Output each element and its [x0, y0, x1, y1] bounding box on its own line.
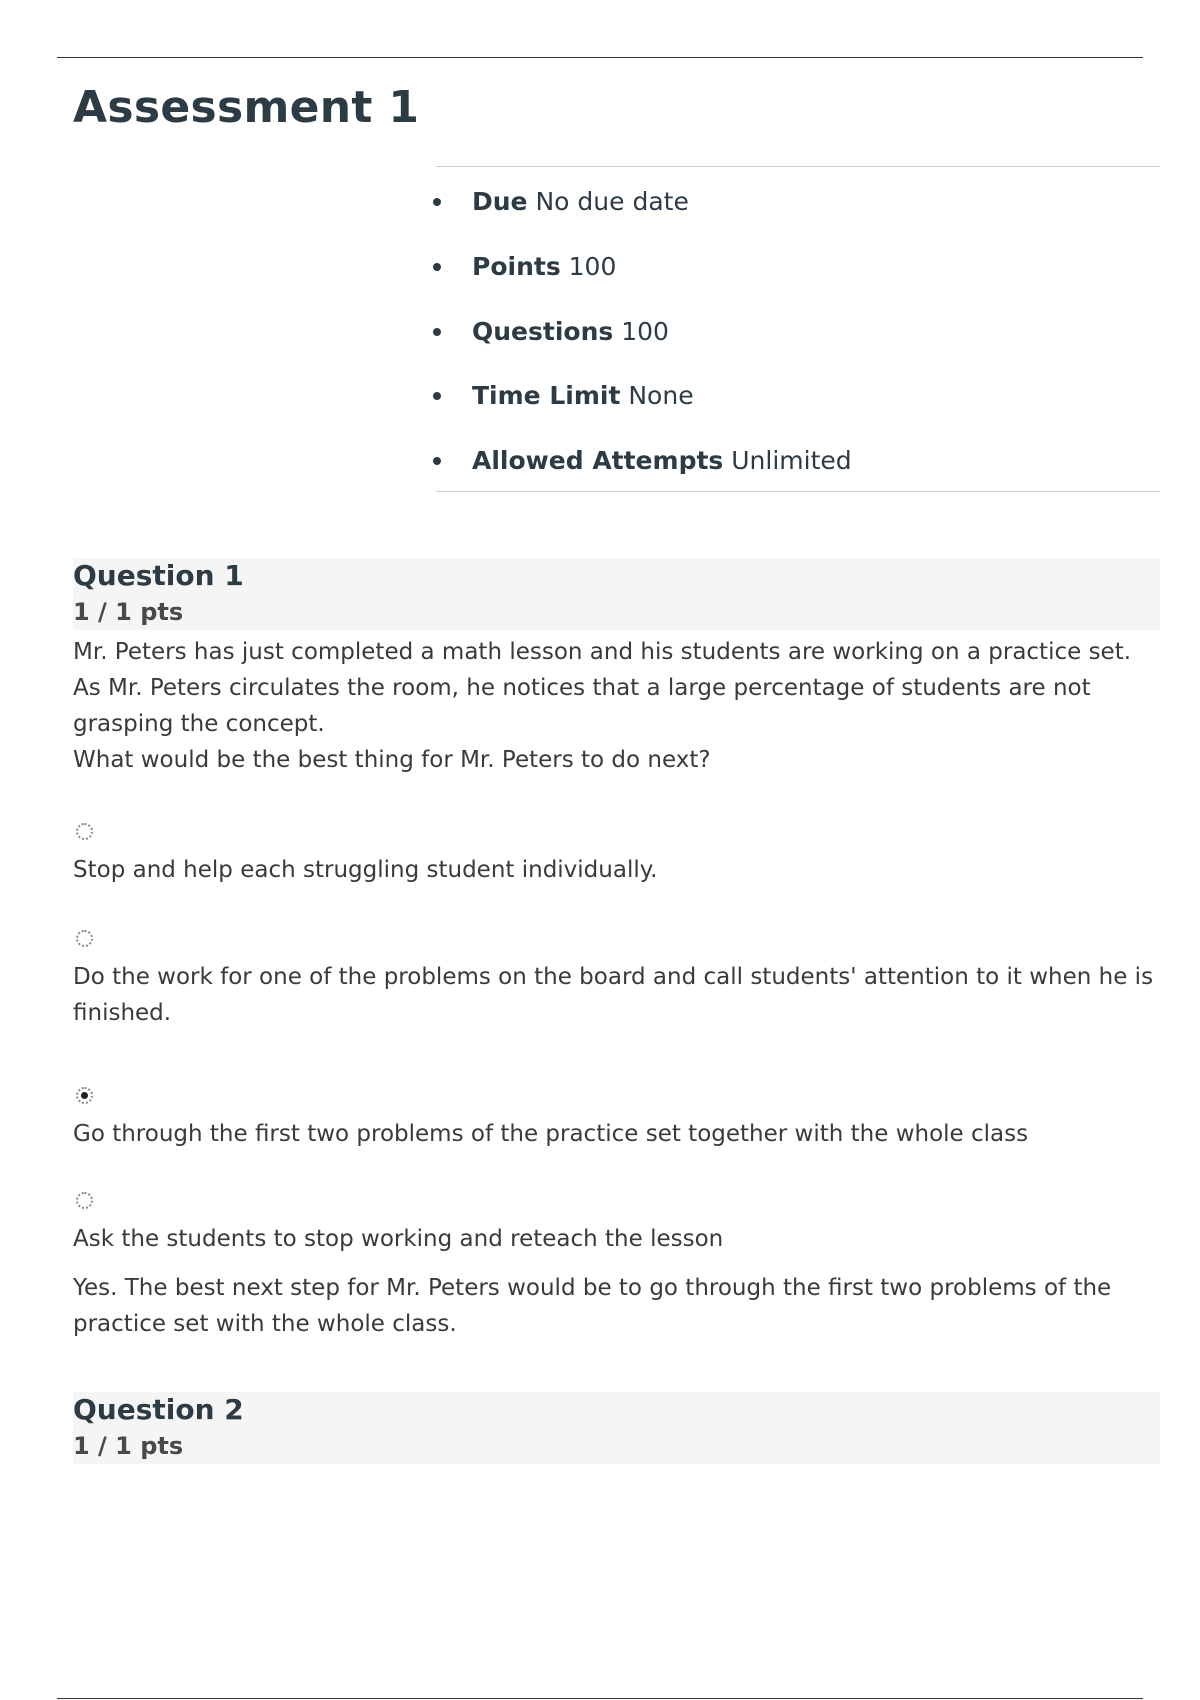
page-title: Assessment 1: [73, 82, 420, 133]
answer-2-radio[interactable]: [76, 930, 93, 947]
answer-3-radio[interactable]: [76, 1087, 93, 1104]
answer-1-label[interactable]: Stop and help each struggling student individually.: [73, 857, 658, 883]
answer-4-label[interactable]: Ask the students to stop working and reteach the lesson: [73, 1226, 724, 1252]
question-1-text: [73, 634, 1160, 778]
detail-key: Time Limit: [472, 381, 621, 410]
top-divider: [57, 57, 1143, 58]
question-1-header: [73, 558, 1160, 630]
detail-key: Allowed Attempts: [472, 446, 724, 475]
question-2-header: [73, 1392, 1160, 1464]
question-points: 1 / 1 pts: [73, 598, 184, 626]
answer-2-label[interactable]: Do the work for one of the problems on the board and call students' attention to it when he is finished.: [73, 964, 1154, 1026]
detail-value: None: [628, 381, 694, 410]
detail-allowed-attempts: [436, 446, 852, 475]
question-title: Question 2: [73, 1393, 244, 1426]
detail-key: Points: [472, 252, 561, 281]
bullet-icon: [433, 198, 441, 206]
detail-value: 100: [568, 252, 617, 281]
answer-comment: Yes. The best next step for Mr. Peters would be to go through the first two problems of the practice set with the whole class.: [73, 1275, 1112, 1337]
answer-1-radio[interactable]: [76, 823, 93, 840]
detail-value: No due date: [535, 187, 689, 216]
detail-key: Due: [472, 187, 528, 216]
detail-due: [436, 187, 689, 216]
question-title: Question 1: [73, 559, 244, 592]
quiz-details: [436, 166, 1160, 492]
detail-points: [436, 252, 616, 281]
bullet-icon: [433, 328, 441, 336]
bottom-divider: [57, 1698, 1143, 1699]
question-text-line: What would be the best thing for Mr. Peters to do next?: [73, 747, 711, 773]
question-text-line: Mr. Peters has just completed a math lesson and his students are working on a practice set. As Mr. Peters circulates the room, he notices that a large percentage of students are not grasping the concept.: [73, 639, 1132, 737]
bullet-icon: [433, 457, 441, 465]
detail-key: Questions: [472, 317, 614, 346]
detail-time-limit: [436, 381, 694, 410]
bullet-icon: [433, 263, 441, 271]
detail-questions: [436, 317, 669, 346]
detail-value: 100: [621, 317, 669, 346]
detail-value: Unlimited: [731, 446, 852, 475]
bullet-icon: [433, 392, 441, 400]
answer-4-radio[interactable]: [76, 1192, 93, 1209]
question-points: 1 / 1 pts: [73, 1432, 184, 1460]
answer-3-label[interactable]: Go through the first two problems of the practice set together with the whole class: [73, 1121, 1029, 1147]
